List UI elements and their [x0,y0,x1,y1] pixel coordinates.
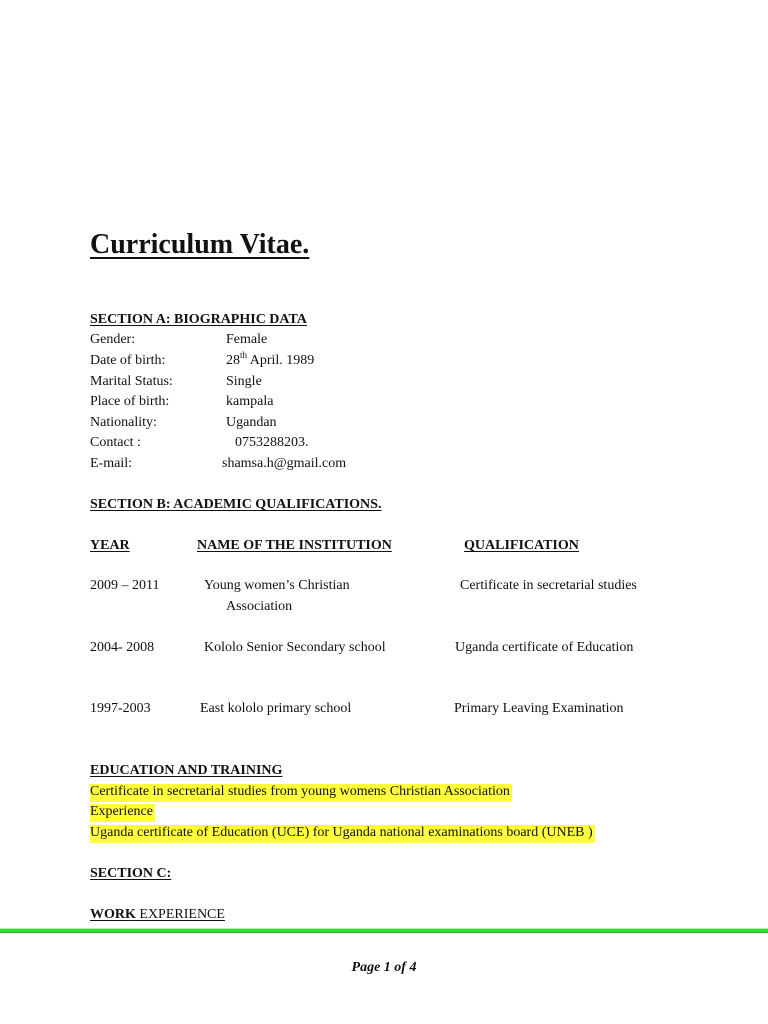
field-label-contact: Contact : [90,435,141,450]
row-year: 2004- 2008 [90,640,155,655]
field-label-gender: Gender: [90,332,136,347]
field-value-email: shamsa.h@gmail.com [222,456,347,471]
row-institution: East kololo primary school [200,701,352,716]
column-header-year: YEAR [90,538,130,553]
row-institution: Young women’s Christian [204,578,350,593]
field-label-place-of-birth: Place of birth: [90,394,170,409]
education-line-certificate: Certificate in secretarial studies from young womens Christian Association [90,784,512,802]
work-experience-bold: WORK [90,907,136,922]
footer-divider [0,928,768,933]
dob-day: 28 [226,353,240,368]
education-line-experience: Experience [90,804,155,822]
work-experience-rest: EXPERIENCE [135,907,225,922]
section-a-heading: SECTION A: BIOGRAPHIC DATA [90,312,307,327]
row-institution-cont: Association [226,599,293,614]
section-b-heading: SECTION B: ACADEMIC QUALIFICATIONS. [90,497,382,512]
field-label-dob: Date of birth: [90,353,166,368]
row-year: 1997-2003 [90,701,151,716]
field-value-dob [226,350,315,370]
field-label-email: E-mail: [90,456,132,471]
work-experience-heading [90,907,225,924]
row-qualification: Uganda certificate of Education [455,640,634,655]
page-number: Page 1 of 4 [351,960,417,975]
education-line-uce: Uganda certificate of Education (UCE) for Uganda national examinations board (UNEB ) [90,825,595,843]
field-value-gender: Female [226,332,268,347]
field-value-contact: 0753288203. [235,435,309,450]
row-institution: Kololo Senior Secondary school [204,640,386,655]
field-value-place-of-birth: kampala [226,394,274,409]
field-value-nationality: Ugandan [226,415,277,430]
row-qualification: Primary Leaving Examination [454,701,624,716]
row-year: 2009 – 2011 [90,578,160,593]
field-label-marital-status: Marital Status: [90,374,173,389]
section-c-heading: SECTION C: [90,866,172,881]
education-heading: EDUCATION AND TRAINING [90,763,283,778]
column-header-institution: NAME OF THE INSTITUTION [197,538,392,553]
document-title: Curriculum Vitae. [90,229,310,260]
field-value-marital-status: Single [226,374,262,389]
row-qualification: Certificate in secretarial studies [460,578,637,593]
dob-suffix: th [240,350,248,360]
dob-rest: April. 1989 [247,353,315,368]
column-header-qualification: QUALIFICATION [464,538,579,553]
field-label-nationality: Nationality: [90,415,157,430]
